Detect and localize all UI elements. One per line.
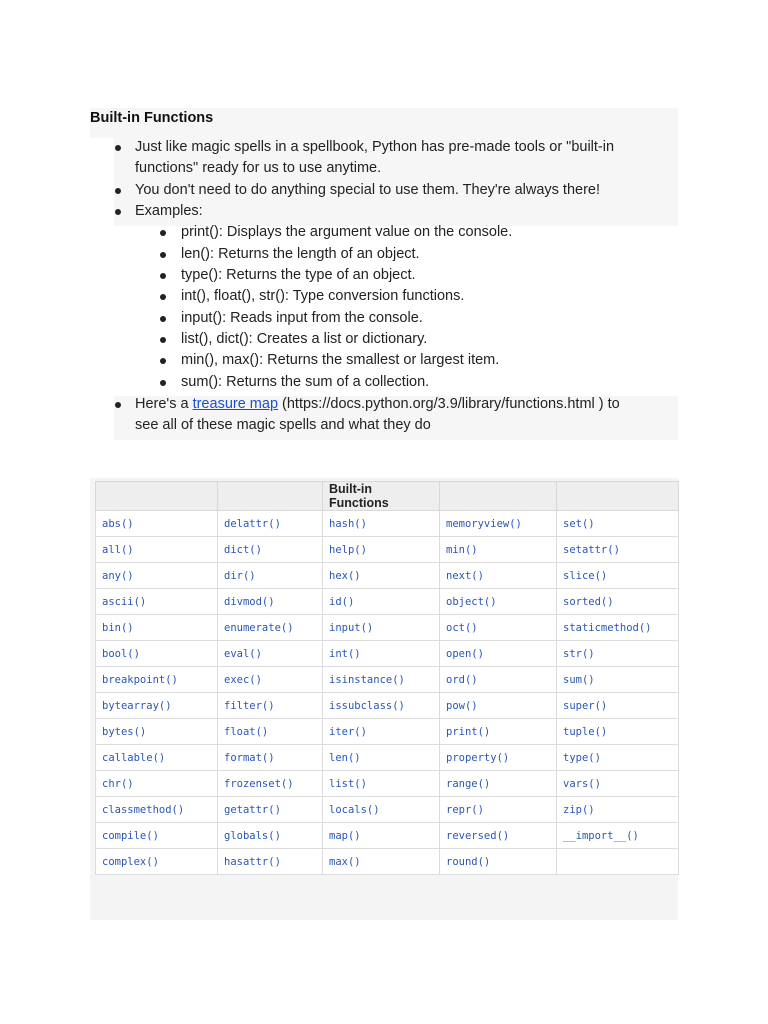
function-link[interactable]: eval(): [224, 647, 262, 660]
function-link[interactable]: property(): [446, 751, 510, 764]
bullet-4-line-2: see all of these magic spells and what they do: [135, 417, 431, 433]
function-link[interactable]: map(): [329, 829, 361, 842]
table-cell: [218, 797, 323, 823]
function-link[interactable]: set(): [563, 517, 595, 530]
table-cell: [323, 849, 440, 875]
table-cell: [218, 511, 323, 537]
table-cell: [96, 667, 218, 693]
table-cell: [218, 771, 323, 797]
function-link[interactable]: iter(): [329, 725, 367, 738]
table-cell: [323, 693, 440, 719]
table-row: [96, 745, 679, 771]
table-cell: [323, 537, 440, 563]
function-link[interactable]: frozenset(): [224, 777, 294, 790]
table-cell: [323, 615, 440, 641]
function-link[interactable]: range(): [446, 777, 491, 790]
table-cell: [557, 693, 679, 719]
function-link[interactable]: __import__(): [563, 829, 639, 842]
table-cell: [557, 511, 679, 537]
table-cell: [323, 563, 440, 589]
function-link[interactable]: vars(): [563, 777, 601, 790]
table-cell: [218, 641, 323, 667]
table-row: [96, 667, 679, 693]
table-cell: [557, 849, 679, 875]
table-cell: [218, 615, 323, 641]
table-cell: [323, 745, 440, 771]
function-link[interactable]: bool(): [102, 647, 140, 660]
table-row: [96, 589, 679, 615]
table-cell: [218, 693, 323, 719]
bullet-4-prefix: Here's a: [135, 396, 193, 412]
table-row: [96, 719, 679, 745]
function-link[interactable]: tuple(): [563, 725, 608, 738]
example-item: list(), dict(): Creates a list or dictionary.: [181, 331, 428, 347]
example-item: print(): Displays the argument value on the console.: [181, 224, 513, 240]
table-row: [96, 693, 679, 719]
table-cell: [440, 537, 557, 563]
table-cell: [323, 823, 440, 849]
bullet-1-line-2: functions" ready for us to use anytime.: [135, 160, 382, 176]
table-cell: [557, 797, 679, 823]
table-cell: [440, 823, 557, 849]
function-link[interactable]: all(): [102, 543, 134, 556]
function-link[interactable]: max(): [329, 855, 361, 868]
function-link[interactable]: help(): [329, 543, 367, 556]
table-cell: [440, 641, 557, 667]
table-cell: [557, 641, 679, 667]
function-link[interactable]: setattr(): [563, 543, 620, 556]
table-cell: [96, 537, 218, 563]
table-cell: [96, 641, 218, 667]
table-cell: [218, 849, 323, 875]
function-link[interactable]: bytearray(): [102, 699, 172, 712]
function-link[interactable]: object(): [446, 595, 497, 608]
function-link[interactable]: dir(): [224, 569, 256, 582]
function-link[interactable]: zip(): [563, 803, 595, 816]
table-cell: [96, 849, 218, 875]
function-link[interactable]: ascii(): [102, 595, 147, 608]
sub-bullet-dot: [160, 294, 166, 300]
table-cell: [557, 537, 679, 563]
function-link[interactable]: hasattr(): [224, 855, 281, 868]
function-link[interactable]: print(): [446, 725, 491, 738]
table-row: [96, 641, 679, 667]
table-cell: [96, 589, 218, 615]
table-cell: [323, 719, 440, 745]
bullet-dot: [115, 209, 121, 215]
function-link[interactable]: slice(): [563, 569, 608, 582]
function-link[interactable]: callable(): [102, 751, 166, 764]
function-link[interactable]: list(): [329, 777, 367, 790]
table-cell: [440, 745, 557, 771]
example-item: type(): Returns the type of an object.: [181, 267, 416, 283]
table-cell: [323, 771, 440, 797]
function-link[interactable]: super(): [563, 699, 608, 712]
table-cell: [440, 797, 557, 823]
bullet-2: You don't need to do anything special to use them. They're always there!: [135, 182, 601, 198]
table-row: [96, 849, 679, 875]
example-item: min(), max(): Returns the smallest or largest item.: [181, 352, 500, 368]
table-cell: [440, 563, 557, 589]
table-cell: [96, 797, 218, 823]
table-cell: [323, 589, 440, 615]
table-row: [96, 771, 679, 797]
table-row: [96, 615, 679, 641]
table-cell: [218, 823, 323, 849]
table-cell: [557, 615, 679, 641]
sub-bullet-dot: [160, 273, 166, 279]
table-cell: [323, 667, 440, 693]
table-cell: [218, 667, 323, 693]
table-cell: [96, 719, 218, 745]
function-link[interactable]: breakpoint(): [102, 673, 178, 686]
function-link[interactable]: len(): [329, 751, 361, 764]
sub-bullet-dot: [160, 380, 166, 386]
function-link[interactable]: globals(): [224, 829, 281, 842]
sub-bullet-dot: [160, 230, 166, 236]
table-cell: [218, 563, 323, 589]
table-cell: [557, 745, 679, 771]
function-link[interactable]: sorted(): [563, 595, 614, 608]
function-link[interactable]: hash(): [329, 517, 367, 530]
bullet-4-url-text: (https://docs.python.org/3.9/library/functions.html ) to: [278, 396, 620, 412]
bullet-dot: [115, 145, 121, 151]
function-link[interactable]: bin(): [102, 621, 134, 634]
function-link[interactable]: abs(): [102, 517, 134, 530]
function-link[interactable]: type(): [563, 751, 601, 764]
function-link[interactable]: classmethod(): [102, 803, 185, 816]
function-link[interactable]: id(): [329, 595, 355, 608]
example-item: int(), float(), str(): Type conversion functions.: [181, 288, 465, 304]
function-link[interactable]: memoryview(): [446, 517, 522, 530]
function-link[interactable]: isinstance(): [329, 673, 405, 686]
table-row: [96, 511, 679, 537]
sub-bullet-dot: [160, 252, 166, 258]
table-cell: [440, 667, 557, 693]
table-cell: [218, 537, 323, 563]
function-link[interactable]: dict(): [224, 543, 262, 556]
function-link[interactable]: filter(): [224, 699, 275, 712]
table-cell: [218, 589, 323, 615]
builtin-functions-table: [95, 481, 679, 875]
table-cell: [440, 849, 557, 875]
table-cell: [557, 667, 679, 693]
table-header-cell: [218, 482, 323, 511]
table-cell: [440, 615, 557, 641]
function-link[interactable]: enumerate(): [224, 621, 294, 634]
table-header-cell: [440, 482, 557, 511]
table-cell: [440, 719, 557, 745]
function-link[interactable]: pow(): [446, 699, 478, 712]
function-link[interactable]: delattr(): [224, 517, 281, 530]
table-cell: [96, 615, 218, 641]
function-link[interactable]: any(): [102, 569, 134, 582]
table-cell: [440, 771, 557, 797]
table-cell: [557, 823, 679, 849]
table-cell: [218, 719, 323, 745]
table-cell: [557, 771, 679, 797]
table-row: [96, 537, 679, 563]
table-cell: [440, 589, 557, 615]
function-link[interactable]: str(): [563, 647, 595, 660]
table-cell: [323, 511, 440, 537]
bullet-dot: [115, 188, 121, 194]
function-link[interactable]: reversed(): [446, 829, 510, 842]
function-link[interactable]: staticmethod(): [563, 621, 652, 634]
table-header-title: Built-in Functions: [323, 482, 440, 511]
treasure-map-link[interactable]: treasure map: [192, 396, 279, 412]
function-link[interactable]: hex(): [329, 569, 361, 582]
table-cell: [323, 641, 440, 667]
function-link[interactable]: oct(): [446, 621, 478, 634]
table-cell: [557, 719, 679, 745]
table-cell: [96, 823, 218, 849]
table-cell: [96, 745, 218, 771]
function-link[interactable]: compile(): [102, 829, 159, 842]
function-link[interactable]: complex(): [102, 855, 159, 868]
table-cell: [557, 563, 679, 589]
function-link[interactable]: int(): [329, 647, 361, 660]
bullet-4-line-1: [135, 394, 620, 415]
function-link[interactable]: exec(): [224, 673, 262, 686]
function-link[interactable]: divmod(): [224, 595, 275, 608]
function-link[interactable]: issubclass(): [329, 699, 405, 712]
table-cell: [557, 589, 679, 615]
table-cell: [96, 693, 218, 719]
sub-bullet-dot: [160, 337, 166, 343]
table-cell: [96, 771, 218, 797]
function-link[interactable]: locals(): [329, 803, 380, 816]
function-link[interactable]: chr(): [102, 777, 134, 790]
table-cell: [96, 511, 218, 537]
function-link[interactable]: bytes(): [102, 725, 147, 738]
bullet-3-examples-label: Examples:: [135, 203, 203, 219]
function-link[interactable]: ord(): [446, 673, 478, 686]
sub-bullet-dot: [160, 316, 166, 322]
example-item: sum(): Returns the sum of a collection.: [181, 374, 430, 390]
function-link[interactable]: input(): [329, 621, 374, 634]
bullet-dot: [115, 402, 121, 408]
table-cell: [96, 563, 218, 589]
page-title: Built-in Functions: [90, 110, 214, 126]
function-link[interactable]: open(): [446, 647, 484, 660]
example-item: input(): Reads input from the console.: [181, 310, 423, 326]
table-row: [96, 797, 679, 823]
table-cell: [323, 797, 440, 823]
table-row: [96, 563, 679, 589]
table-cell: [218, 745, 323, 771]
bullet-1-line-1: Just like magic spells in a spellbook, Python has pre-made tools or "built-in: [135, 139, 615, 155]
table-header-row: [96, 482, 679, 511]
function-link[interactable]: getattr(): [224, 803, 281, 816]
function-link[interactable]: float(): [224, 725, 269, 738]
table-row: [96, 823, 679, 849]
function-link[interactable]: repr(): [446, 803, 484, 816]
sub-bullet-dot: [160, 358, 166, 364]
table-cell: [440, 511, 557, 537]
table-header-cell: [557, 482, 679, 511]
table-header-cell: [96, 482, 218, 511]
function-link[interactable]: sum(): [563, 673, 595, 686]
function-link[interactable]: next(): [446, 569, 484, 582]
example-item: len(): Returns the length of an object.: [181, 246, 420, 262]
function-link[interactable]: round(): [446, 855, 491, 868]
function-link[interactable]: format(): [224, 751, 275, 764]
function-link[interactable]: min(): [446, 543, 478, 556]
table-cell: [440, 693, 557, 719]
